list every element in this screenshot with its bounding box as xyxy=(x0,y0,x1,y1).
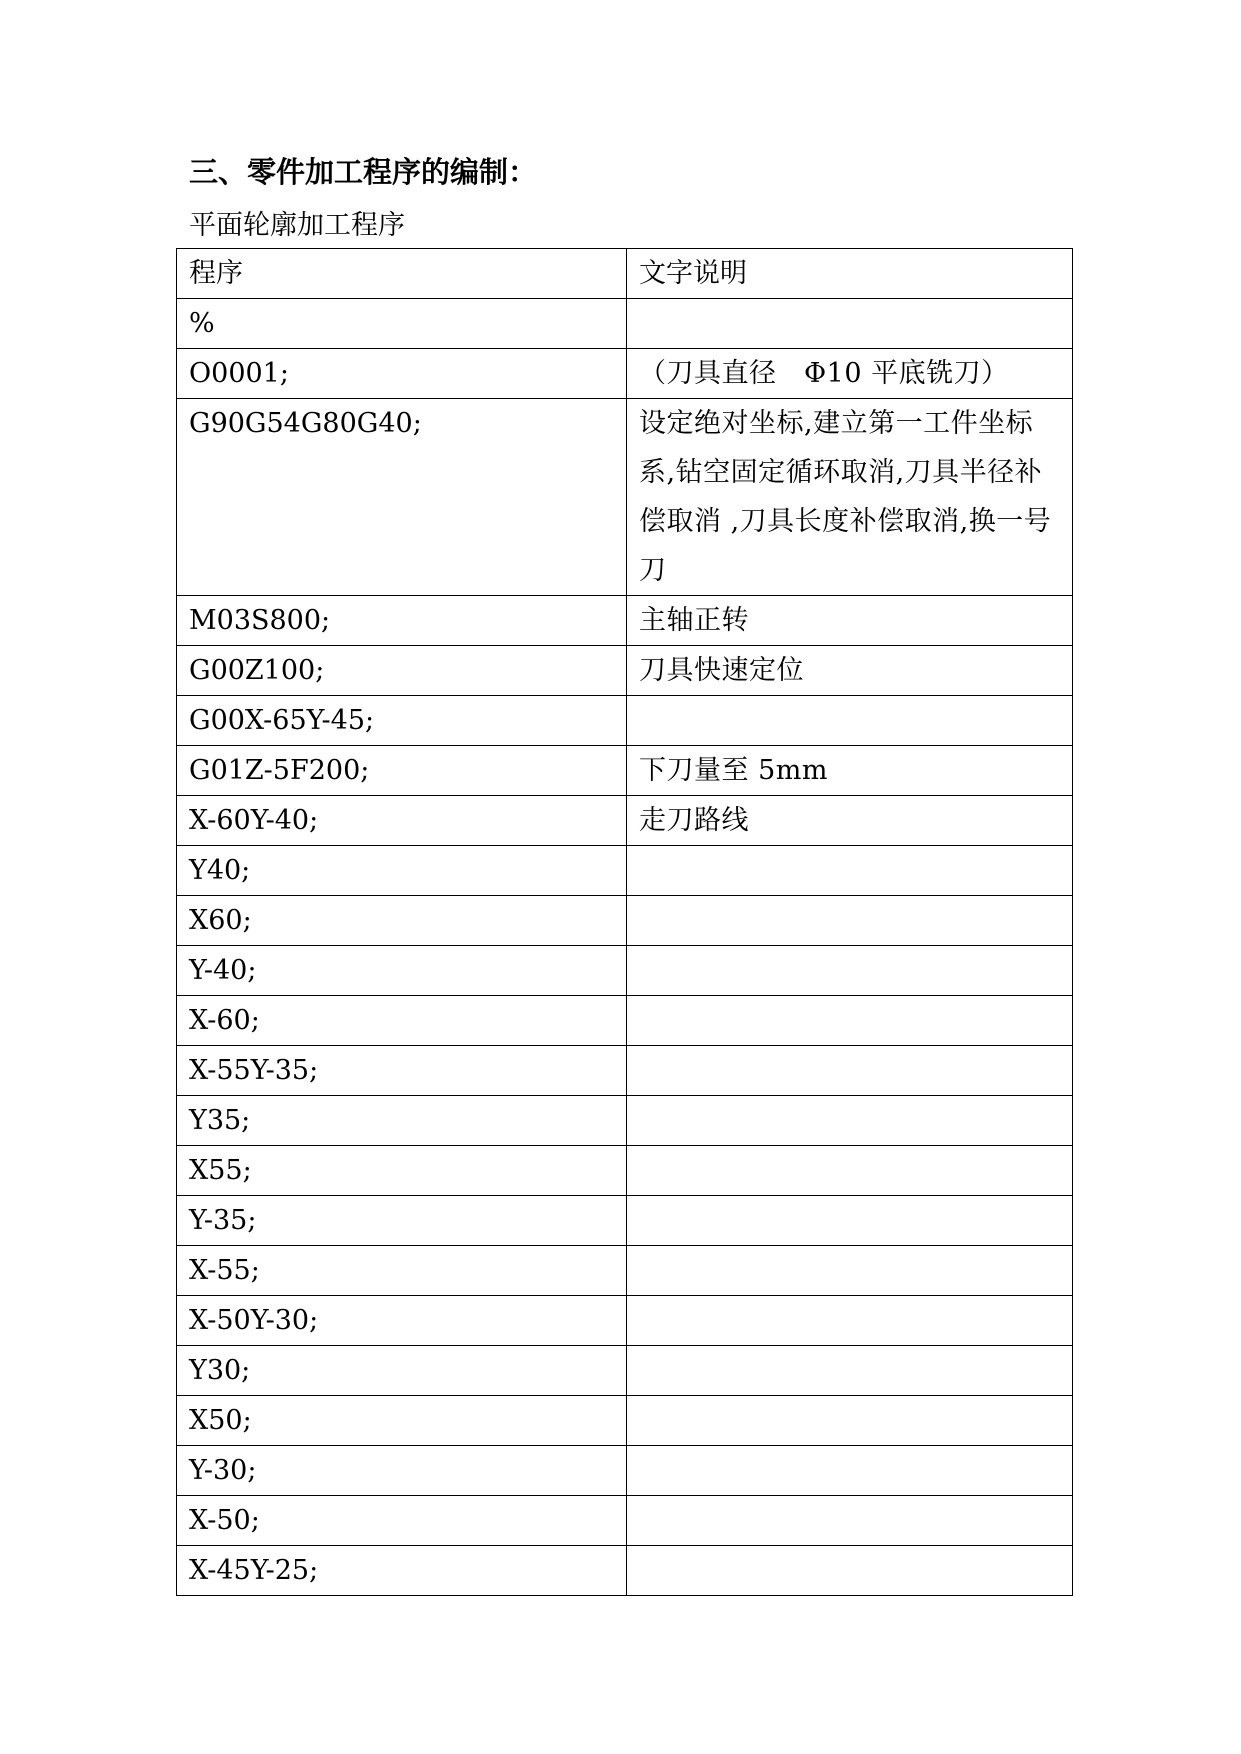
program-code-cell: X-45Y-25; xyxy=(177,1546,627,1596)
program-code-cell: G00Z100; xyxy=(177,646,627,696)
table-row xyxy=(177,1296,1073,1346)
description-cell xyxy=(627,846,1073,896)
table-row xyxy=(177,1146,1073,1196)
program-code-cell: X-55Y-35; xyxy=(177,1046,627,1096)
description-cell xyxy=(627,696,1073,746)
table-row xyxy=(177,1096,1073,1146)
table-row xyxy=(177,1046,1073,1096)
program-code-cell: X50; xyxy=(177,1396,627,1446)
description-cell: 设定绝对坐标,建立第一工件坐标系,钻空固定循环取消,刀具半径补偿取消 ,刀具长度补偿取消,换一号刀 xyxy=(627,399,1073,596)
table-row xyxy=(177,846,1073,896)
table-row xyxy=(177,646,1073,696)
description-cell: 下刀量至 5mm xyxy=(627,746,1073,796)
table-row xyxy=(177,1496,1073,1546)
description-cell xyxy=(627,1446,1073,1496)
table-row xyxy=(177,1396,1073,1446)
table-row xyxy=(177,996,1073,1046)
description-cell xyxy=(627,1096,1073,1146)
program-code-cell: Y-35; xyxy=(177,1196,627,1246)
description-cell: 刀具快速定位 xyxy=(627,646,1073,696)
header-description: 文字说明 xyxy=(627,249,1073,299)
table-row xyxy=(177,896,1073,946)
program-code-cell: O0001; xyxy=(177,349,627,399)
description-cell: 主轴正转 xyxy=(627,596,1073,646)
program-code-cell: Y40; xyxy=(177,846,627,896)
program-code-cell: X-55; xyxy=(177,1246,627,1296)
program-code-cell: X-50Y-30; xyxy=(177,1296,627,1346)
table-row xyxy=(177,596,1073,646)
table-row xyxy=(177,1246,1073,1296)
description-cell xyxy=(627,1146,1073,1196)
description-cell xyxy=(627,1496,1073,1546)
program-code-cell: X-50; xyxy=(177,1496,627,1546)
table-row xyxy=(177,746,1073,796)
table-row xyxy=(177,299,1073,349)
description-cell xyxy=(627,946,1073,996)
table-row xyxy=(177,1196,1073,1246)
table-header-row xyxy=(177,249,1073,299)
description-cell xyxy=(627,896,1073,946)
header-program: 程序 xyxy=(177,249,627,299)
table-row xyxy=(177,1346,1073,1396)
program-code-cell: % xyxy=(177,299,627,349)
program-code-cell: X60; xyxy=(177,896,627,946)
description-cell xyxy=(627,1246,1073,1296)
table-row xyxy=(177,696,1073,746)
table-row xyxy=(177,399,1073,596)
program-code-cell: X55; xyxy=(177,1146,627,1196)
program-code-cell: Y-30; xyxy=(177,1446,627,1496)
table-row xyxy=(177,349,1073,399)
description-cell: （刀具直径 Φ10 平底铣刀） xyxy=(627,349,1073,399)
table-row xyxy=(177,1446,1073,1496)
program-table xyxy=(176,248,1073,1596)
program-code-cell: X-60Y-40; xyxy=(177,796,627,846)
description-cell xyxy=(627,1046,1073,1096)
table-caption: 平面轮廓加工程序 xyxy=(189,210,405,241)
program-code-cell: G90G54G80G40; xyxy=(177,399,627,596)
description-cell: 走刀路线 xyxy=(627,796,1073,846)
description-cell xyxy=(627,1346,1073,1396)
table-row xyxy=(177,946,1073,996)
description-cell xyxy=(627,1196,1073,1246)
program-code-cell: Y30; xyxy=(177,1346,627,1396)
description-cell xyxy=(627,299,1073,349)
program-table-body xyxy=(177,249,1073,1596)
section-heading: 三、零件加工程序的编制： xyxy=(189,155,538,189)
program-code-cell: X-60; xyxy=(177,996,627,1046)
program-code-cell: G01Z-5F200; xyxy=(177,746,627,796)
program-code-cell: M03S800; xyxy=(177,596,627,646)
description-cell xyxy=(627,1546,1073,1596)
description-cell xyxy=(627,1296,1073,1346)
description-cell xyxy=(627,1396,1073,1446)
table-row xyxy=(177,796,1073,846)
table-row xyxy=(177,1546,1073,1596)
program-code-cell: Y-40; xyxy=(177,946,627,996)
program-code-cell: Y35; xyxy=(177,1096,627,1146)
program-code-cell: G00X-65Y-45; xyxy=(177,696,627,746)
description-cell xyxy=(627,996,1073,1046)
